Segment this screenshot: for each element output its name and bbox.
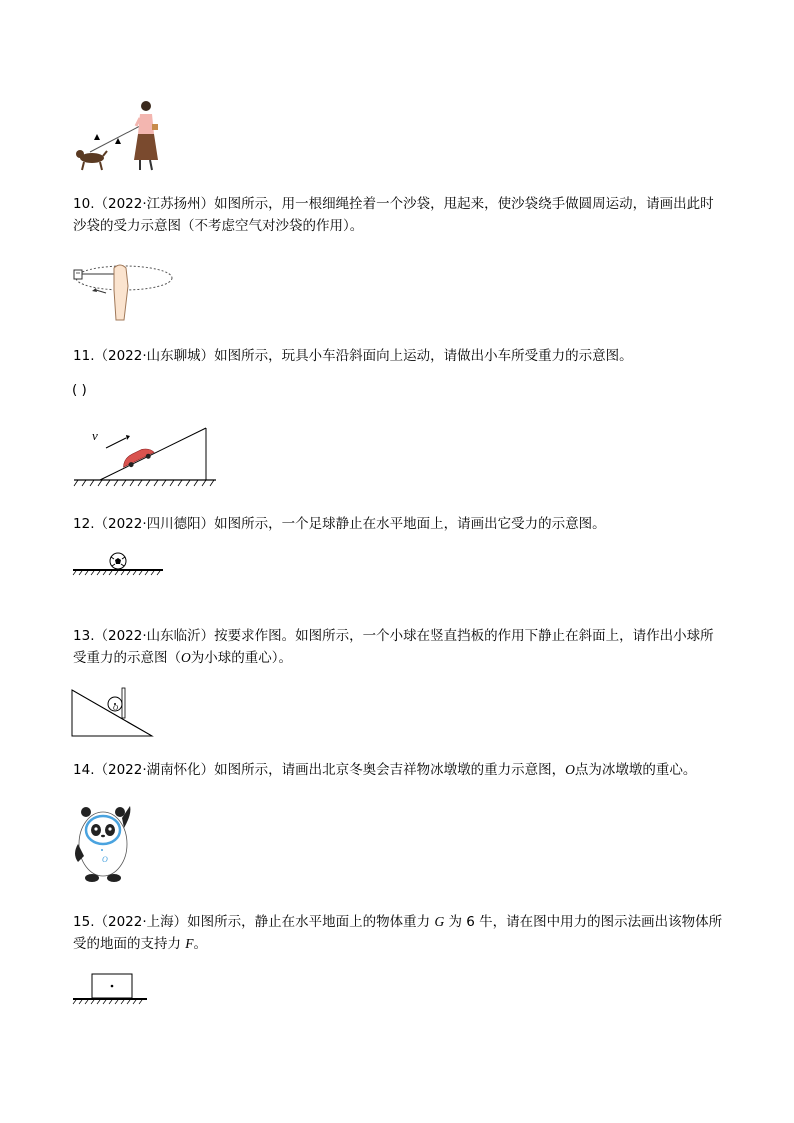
support-force-symbol: F <box>185 936 194 951</box>
question-source: （2022·山东聊城） <box>94 348 215 364</box>
question-text: 如图所示，一个足球静止在水平地面上，请画出它受力的示意图。 <box>214 516 606 532</box>
velocity-label: v <box>92 428 98 443</box>
question-13: 13.（2022·山东临沂）按要求作图。如图所示，一个小球在竖直挡板的作用下静止在斜面上，请作出小球所受重力的示意图（O为小球的重心）。 <box>73 628 714 666</box>
question-text: 如图所示，用一根细绳拴着一个沙袋，甩起来，使沙袋绕手做圆周运动，请画出此时沙袋的受力示意图（不考虑空气对沙袋的作用）。 <box>73 196 714 234</box>
dog-walking-figure <box>70 96 170 174</box>
sandbag-circular-motion-figure <box>70 260 176 322</box>
question-source: （2022·四川德阳） <box>94 516 215 532</box>
question-10: 10.（2022·江苏扬州）如图所示，用一根细绳拴着一个沙袋，甩起来，使沙袋绕手做圆周运动，请画出此时沙袋的受力示意图（不考虑空气对沙袋的作用）。 <box>73 196 714 234</box>
block-ground-figure <box>70 970 150 1006</box>
question-source: （2022·江苏扬州） <box>94 196 215 212</box>
svg-text:O: O <box>102 855 108 864</box>
question-text: 点为冰墩墩的重心。 <box>574 762 697 778</box>
bing-dwen-dwen-mascot-figure <box>72 800 134 884</box>
question-number: 15 <box>73 914 91 930</box>
question-text: 为小球的重心）。 <box>190 650 292 666</box>
question-text: 如图所示，静止在水平地面上的物体重力 <box>187 914 435 930</box>
question-text: 如图所示，玩具小车沿斜面向上运动，请做出小车所受重力的示意图。 <box>214 348 633 364</box>
question-number: 13 <box>73 628 91 644</box>
question-number: 14 <box>73 762 91 778</box>
center-of-gravity-symbol: O <box>181 650 191 665</box>
question-text: 为 6 牛，请在图中用力的图示法画出该物体所受的地面的支持力 <box>73 914 723 952</box>
question-text: 按要求作图。如图所示，一个小球在竖直挡板的作用下静止在斜面上，请作出小球所受重力的示意图（ <box>73 628 714 666</box>
svg-text:O: O <box>113 704 119 712</box>
question-source: （2022·上海） <box>94 914 188 930</box>
center-of-gravity-symbol: O <box>565 762 575 777</box>
question-number: 11 <box>73 348 91 364</box>
question-text: 如图所示，请画出北京冬奥会吉祥物冰墩墩的重力示意图， <box>214 762 566 778</box>
question-source: （2022·山东临沂） <box>94 628 215 644</box>
ball-incline-board-figure <box>70 686 156 740</box>
question-15: 15.（2022·上海）如图所示，静止在水平地面上的物体重力 G 为 6 牛，请在图中用力的图示法画出该物体所受的地面的支持力 F。 <box>73 914 723 952</box>
question-source: （2022·湖南怀化） <box>94 762 215 778</box>
question-14: 14.（2022·湖南怀化）如图所示，请画出北京冬奥会吉祥物冰墩墩的重力示意图，O点为冰墩墩的重心。 <box>73 762 697 778</box>
answer-blank: ( ) <box>72 382 87 398</box>
question-12: 12.（2022·四川德阳）如图所示，一个足球静止在水平地面上，请画出它受力的示意图。 <box>73 516 606 532</box>
question-number: 10 <box>73 196 91 212</box>
question-11: 11.（2022·山东聊城）如图所示，玩具小车沿斜面向上运动，请做出小车所受重力的示意图。 <box>73 348 633 364</box>
football-ground-figure <box>70 550 166 578</box>
gravity-symbol: G <box>434 914 445 929</box>
question-text: 。 <box>193 936 208 952</box>
question-number: 12 <box>73 516 91 532</box>
